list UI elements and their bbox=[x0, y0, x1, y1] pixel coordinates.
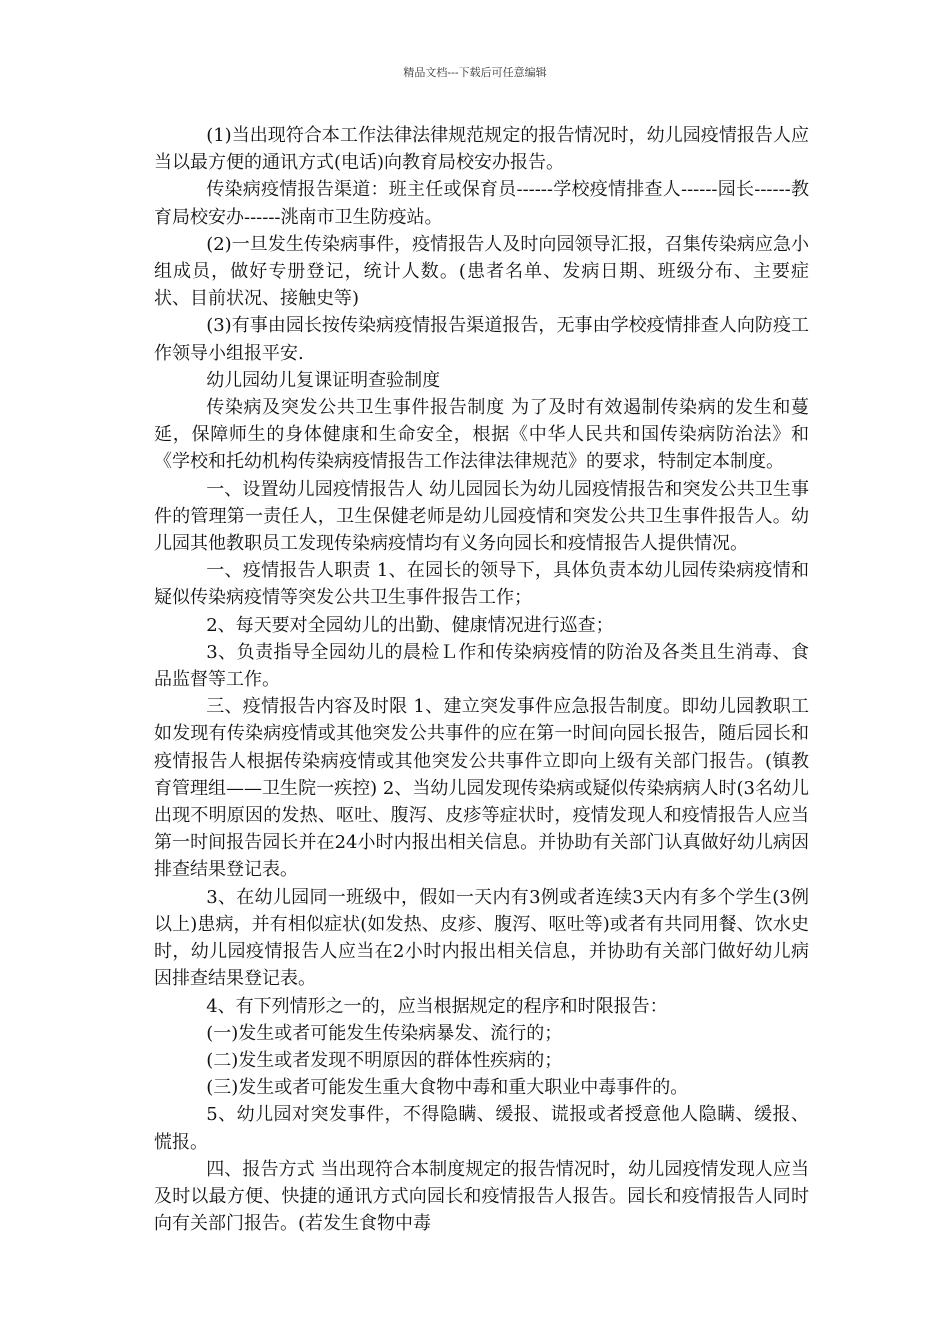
paragraph: 传染病疫情报告渠道：班主任或保育员------学校疫情排查人------园长------教育局校安办------洮南市卫生防疫站。 bbox=[154, 179, 809, 228]
paragraph: 三、疫情报告内容及时限 1、建立突发事件应急报告制度。即幼儿园教职工如发现有传染病疫情或其他突发公共事件的应在第一时间向园长报告，随后园长和疫情报告人根据传染病疫情或其他突发公共事件立即向上级有关部门报告。(镇教育管理组——卫生院一疾控) 2、当幼儿园发现传染病或疑似传染病病人时(3名幼儿出现不明原因的发热、呕吐、腹泻、皮疹等症状时，疫情发现人和疫情报告人应当第一时间报告园长并在24小时内报出相关信息。并协助有关部门认真做好幼儿病因排查结果登记表。 bbox=[154, 696, 809, 881]
paragraph: 5、幼儿园对突发事件，不得隐瞒、缓报、谎报或者授意他人隐瞒、缓报、慌报。 bbox=[154, 1104, 809, 1153]
page-header: 精品文档---下载后可任意编辑 bbox=[403, 66, 547, 79]
paragraph: 一、疫情报告人职责 1、在园长的领导下，具体负责本幼儿园传染病疫情和疑似传染病疫情等突发公共卫生事件报告工作； bbox=[154, 560, 809, 609]
paragraph: 3、在幼儿园同一班级中，假如一天内有3例或者连续3天内有多个学生(3例以上)患病，并有相似症状(如发热、皮疹、腹泻、呕吐等)或者有共同用餐、饮水史时，幼儿园疫情报告人应当在2小时内报出相关信息，并协助有关部门做好幼儿病因排查结果登记表。 bbox=[154, 886, 809, 990]
paragraph: 四、报告方式 当出现符合本制度规定的报告情况时，幼儿园疫情发现人应当及时以最方便、快捷的通讯方式向园长和疫情报告人报告。园长和疫情报告人同时向有关部门报告。(若发生食物中毒 bbox=[154, 1158, 809, 1235]
paragraph: 2、每天要对全园幼儿的出勤、健康情况进行巡查； bbox=[206, 614, 614, 636]
paragraph: 一、设置幼儿园疫情报告人 幼儿园园长为幼儿园疫情报告和突发公共卫生事件的管理第一责任人，卫生保健老师是幼儿园疫情和突发公共卫生事件报告人。幼儿园其他教职员工发现传染病疫情均有义务向园长和疫情报告人提供情况。 bbox=[154, 478, 809, 555]
paragraph: 3、负责指导全园幼儿的晨检Ｌ作和传染病疫情的防治及各类且生消毒、食品监督等工作。 bbox=[154, 641, 809, 691]
list-item: (三)发生或者可能发生重大食物中毒和重大职业中毒事件的。 bbox=[206, 1077, 689, 1099]
paragraph: (2)一旦发生传染病事件，疫情报告人及时向园领导汇报，召集传染病应急小组成员，做好专册登记，统计人数。(患者名单、发病日期、班级分布、主要症状、目前状况、接触史等) bbox=[154, 233, 809, 310]
section-heading: 幼儿园幼儿复课证明查验制度 bbox=[206, 369, 441, 391]
paragraph: (3)有事由园长按传染病疫情报告渠道报告，无事由学校疫情排查人向防疫工作领导小组报平安. bbox=[154, 315, 809, 364]
document-body bbox=[154, 122, 809, 1237]
paragraph: 4、有下列情形之一的，应当根据规定的程序和时限报告： bbox=[206, 995, 668, 1017]
list-item: (一)发生或者可能发生传染病暴发、流行的； bbox=[206, 1022, 563, 1044]
paragraph: 传染病及突发公共卫生事件报告制度 为了及时有效遏制传染病的发生和蔓延，保障师生的身体健康和生命安全，根据《中华人民共和国传染病防治法》和《学校和托幼机构传染病疫情报告工作法律法律规范》的要求，特制定本制度。 bbox=[154, 397, 809, 473]
paragraph: (1)当出现符合本工作法律法律规范规定的报告情况时，幼儿园疫情报告人应当以最方便的通讯方式(电话)向教育局校安办报告。 bbox=[154, 125, 809, 174]
list-item: (二)发生或者发现不明原因的群体性疾病的； bbox=[206, 1049, 563, 1071]
